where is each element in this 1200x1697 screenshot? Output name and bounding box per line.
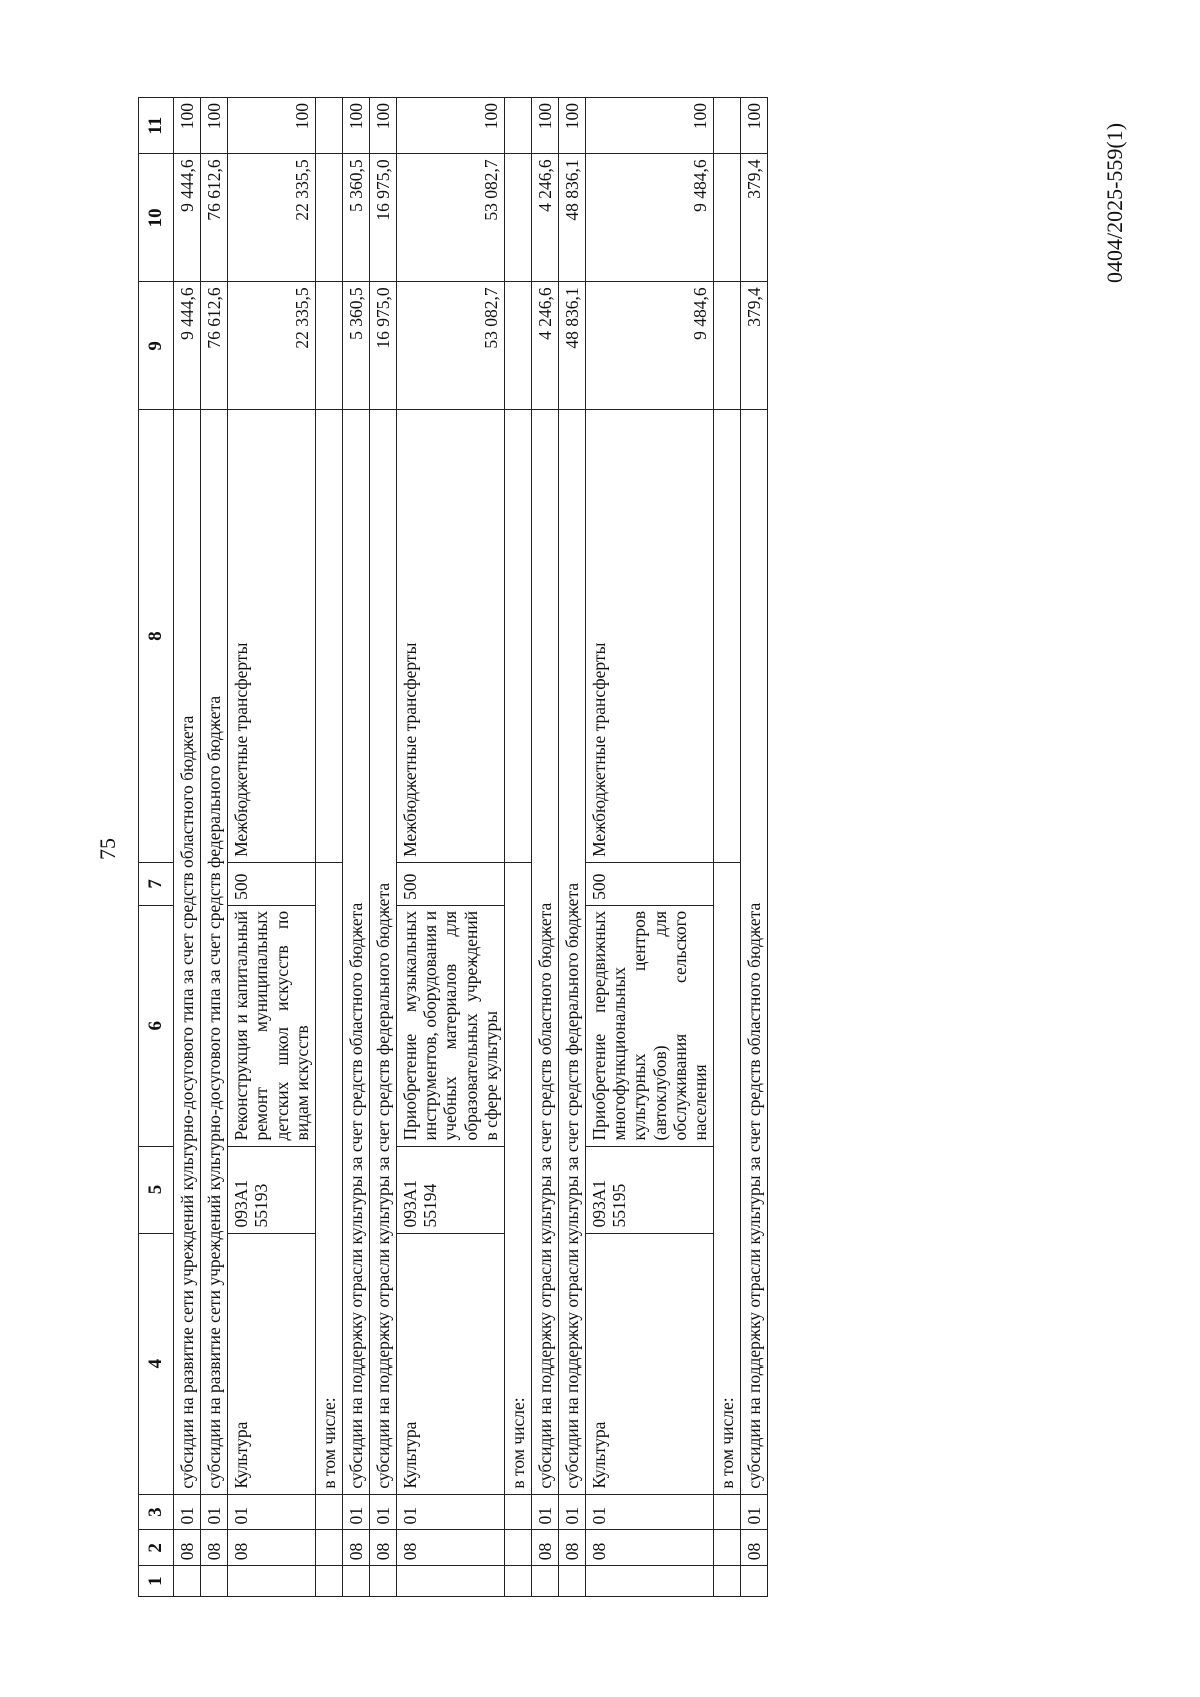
table-row <box>315 98 342 1597</box>
section-code-cell: 08 <box>531 1530 558 1566</box>
table-cell <box>315 282 342 410</box>
section-code-cell: 08 <box>586 1530 714 1566</box>
percent-cell: 100 <box>559 98 586 154</box>
subsection-code-cell: 01 <box>531 1494 558 1530</box>
header-cell: 4 <box>139 1233 174 1494</box>
percent-cell: 100 <box>201 98 228 154</box>
table-cell <box>713 410 740 863</box>
description-cell: субсидии на развитие сети учреждений культурно-досугового типа за счет средств федерального бюджета <box>201 410 228 1494</box>
amount-cell: 22 335,5 <box>228 154 316 282</box>
description-cell: субсидии на поддержку отрасли культуры за счет средств федерального бюджета <box>559 410 586 1494</box>
rotated-table-container <box>138 97 1058 1597</box>
amount-cell: 9 484,6 <box>586 282 714 410</box>
section-code-cell: 08 <box>342 1530 369 1566</box>
table-row <box>531 98 558 1597</box>
amount-cell: 9 444,6 <box>174 282 201 410</box>
table-body <box>174 98 768 1597</box>
subsection-code-cell: 01 <box>741 1494 768 1530</box>
percent-cell: 100 <box>531 98 558 154</box>
expense-name-cell: Межбюджетные трансферты <box>586 410 714 863</box>
table-cell <box>315 1494 342 1530</box>
description-cell: субсидии на поддержку отрасли культуры за счет средств федерального бюджета <box>370 410 397 1494</box>
header-cell: 6 <box>139 905 174 1146</box>
subsection-code-cell: 01 <box>586 1494 714 1530</box>
amount-cell: 53 082,7 <box>397 282 505 410</box>
amount-cell: 22 335,5 <box>228 282 316 410</box>
category-cell: Культура <box>586 1233 714 1494</box>
row-number-cell <box>228 1566 316 1597</box>
amount-cell: 9 484,6 <box>586 154 714 282</box>
category-cell: Культура <box>228 1233 316 1494</box>
row-number-cell <box>370 1566 397 1597</box>
row-number-cell <box>713 1566 740 1597</box>
section-code-cell: 08 <box>201 1530 228 1566</box>
percent-cell: 100 <box>586 98 714 154</box>
target-code-cell: 093A1 55194 <box>397 1146 505 1233</box>
row-number-cell <box>342 1566 369 1597</box>
target-code-cell: 093A1 55193 <box>228 1146 316 1233</box>
table-row <box>370 98 397 1597</box>
table-row <box>586 98 714 1597</box>
amount-cell: 5 360,5 <box>342 154 369 282</box>
amount-cell: 4 246,6 <box>531 282 558 410</box>
table-cell <box>315 154 342 282</box>
percent-cell: 100 <box>342 98 369 154</box>
table-row <box>741 98 768 1597</box>
page-number: 75 <box>95 838 120 860</box>
description-cell: субсидии на поддержку отрасли культуры за счет средств областного бюджета <box>531 410 558 1494</box>
label-cell: в том числе: <box>504 862 531 1494</box>
amount-cell: 48 836,1 <box>559 282 586 410</box>
table-row <box>228 98 316 1597</box>
table-cell <box>315 98 342 154</box>
purpose-cell: Приобретение музыкальных инструментов, оборудования и учебных материалов для образовательных учреждений в сфере культуры <box>397 905 505 1146</box>
header-cell: 10 <box>139 154 174 282</box>
header-cell: 2 <box>139 1530 174 1566</box>
document-code: 0404/2025-559(1) <box>1102 122 1127 284</box>
subsection-code-cell: 01 <box>397 1494 505 1530</box>
percent-cell: 100 <box>370 98 397 154</box>
table-row <box>201 98 228 1597</box>
table-row <box>559 98 586 1597</box>
header-cell: 7 <box>139 862 174 905</box>
table-cell <box>713 98 740 154</box>
table-cell <box>315 1530 342 1566</box>
table-cell <box>713 1530 740 1566</box>
header-cell: 9 <box>139 282 174 410</box>
row-number-cell <box>559 1566 586 1597</box>
table-row <box>397 98 505 1597</box>
header-cell: 3 <box>139 1494 174 1530</box>
description-cell: субсидии на поддержку отрасли культуры за счет средств областного бюджета <box>741 410 768 1494</box>
table-row <box>504 98 531 1597</box>
expense-name-cell: Межбюджетные трансферты <box>228 410 316 863</box>
amount-cell: 53 082,7 <box>397 154 505 282</box>
subsection-code-cell: 01 <box>201 1494 228 1530</box>
expense-type-cell: 500 <box>228 862 316 905</box>
amount-cell: 76 612,6 <box>201 154 228 282</box>
table-cell <box>504 1494 531 1530</box>
percent-cell: 100 <box>741 98 768 154</box>
amount-cell: 379,4 <box>741 154 768 282</box>
subsection-code-cell: 01 <box>174 1494 201 1530</box>
row-number-cell <box>586 1566 714 1597</box>
budget-table <box>138 97 768 1597</box>
table-row <box>174 98 201 1597</box>
table-cell <box>504 98 531 154</box>
category-cell: Культура <box>397 1233 505 1494</box>
table-cell <box>504 1530 531 1566</box>
table-cell <box>504 282 531 410</box>
header-cell: 8 <box>139 410 174 863</box>
row-number-cell <box>201 1566 228 1597</box>
table-cell <box>713 282 740 410</box>
amount-cell: 76 612,6 <box>201 282 228 410</box>
amount-cell: 9 444,6 <box>174 154 201 282</box>
table-row <box>342 98 369 1597</box>
header-cell: 11 <box>139 98 174 154</box>
amount-cell: 379,4 <box>741 282 768 410</box>
purpose-cell: Приобретение передвижных многофункциональных культурных центров (автоклубов) для обслуживания сельского населения <box>586 905 714 1146</box>
section-code-cell: 08 <box>397 1530 505 1566</box>
expense-name-cell: Межбюджетные трансферты <box>397 410 505 863</box>
percent-cell: 100 <box>174 98 201 154</box>
header-cell: 5 <box>139 1146 174 1233</box>
amount-cell: 48 836,1 <box>559 154 586 282</box>
table-cell <box>504 154 531 282</box>
header-cell: 1 <box>139 1566 174 1597</box>
subsection-code-cell: 01 <box>370 1494 397 1530</box>
target-code-cell: 093A1 55195 <box>586 1146 714 1233</box>
label-cell: в том числе: <box>713 862 740 1494</box>
table-cell <box>315 410 342 863</box>
row-number-cell <box>741 1566 768 1597</box>
section-code-cell: 08 <box>174 1530 201 1566</box>
row-number-cell <box>504 1566 531 1597</box>
amount-cell: 5 360,5 <box>342 282 369 410</box>
subsection-code-cell: 01 <box>559 1494 586 1530</box>
description-cell: субсидии на поддержку отрасли культуры за счет средств областного бюджета <box>342 410 369 1494</box>
expense-type-cell: 500 <box>397 862 505 905</box>
section-code-cell: 08 <box>228 1530 316 1566</box>
row-number-cell <box>174 1566 201 1597</box>
table-row <box>713 98 740 1597</box>
amount-cell: 16 975,0 <box>370 282 397 410</box>
subsection-code-cell: 01 <box>228 1494 316 1530</box>
amount-cell: 4 246,6 <box>531 154 558 282</box>
subsection-code-cell: 01 <box>342 1494 369 1530</box>
table-cell <box>713 154 740 282</box>
row-number-cell <box>315 1566 342 1597</box>
percent-cell: 100 <box>228 98 316 154</box>
header-row <box>139 98 174 1597</box>
expense-type-cell: 500 <box>586 862 714 905</box>
description-cell: субсидии на развитие сети учреждений культурно-досугового типа за счет средств областного бюджета <box>174 410 201 1494</box>
row-number-cell <box>531 1566 558 1597</box>
section-code-cell: 08 <box>370 1530 397 1566</box>
percent-cell: 100 <box>397 98 505 154</box>
section-code-cell: 08 <box>559 1530 586 1566</box>
row-number-cell <box>397 1566 505 1597</box>
amount-cell: 16 975,0 <box>370 154 397 282</box>
purpose-cell: Реконструкция и капитальный ремонт муниципальных детских школ искусств по видам искусств <box>228 905 316 1146</box>
table-cell <box>504 410 531 863</box>
section-code-cell: 08 <box>741 1530 768 1566</box>
table-cell <box>713 1494 740 1530</box>
label-cell: в том числе: <box>315 862 342 1494</box>
